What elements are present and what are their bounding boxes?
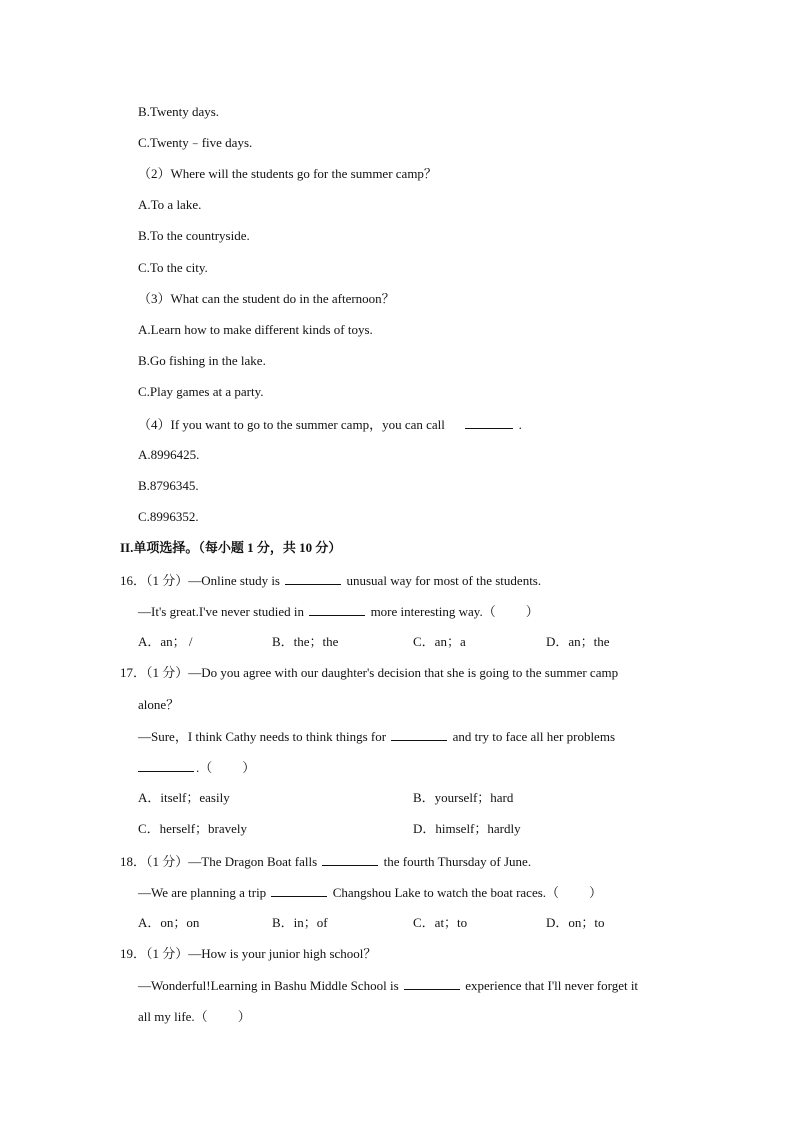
question-number: 16．（1 分） <box>120 573 189 588</box>
q16-paren-close: ） <box>525 604 539 619</box>
answer-blank <box>404 977 460 990</box>
section-heading: II.单项选择。（每小题 1 分，共 10 分） <box>120 540 342 555</box>
q18-text-c: —We are planning a trip <box>138 885 267 900</box>
q16-option-d: D．an；the <box>546 634 610 649</box>
q17-option-a: A．itself；easily <box>138 790 230 805</box>
answer-blank <box>138 759 194 772</box>
q19-line1 <box>120 946 376 962</box>
q19-paren-close: ） <box>237 1009 251 1024</box>
answer-blank <box>465 416 513 429</box>
q15-2-option-c: C.To the city. <box>138 260 208 275</box>
q15-4-option-b: B.8796345. <box>138 478 199 493</box>
question-number: 19．（1 分） <box>120 946 189 961</box>
q16-line1 <box>120 572 541 589</box>
q15-4-option-c: C.8996352. <box>138 509 199 524</box>
q15-1-option-c: C.Twenty﹣five days. <box>138 135 253 150</box>
q17-line2: alone？ <box>138 697 180 712</box>
q15-4-stem <box>138 416 522 433</box>
q16-line2 <box>138 603 539 620</box>
q16-text-c: —It's great.I've never studied in <box>138 604 305 619</box>
q16-option-b: B．the；the <box>272 634 339 649</box>
q19-text-a: —How is your junior high school？ <box>188 946 377 961</box>
q17-option-d: D．himself；hardly <box>413 821 521 836</box>
q15-4-stem-text: （4）If you want to go to the summer camp，you can call <box>138 417 445 432</box>
answer-blank <box>285 572 341 585</box>
q16-option-c: C．an；a <box>413 634 466 649</box>
q18-option-d: D．on；to <box>546 915 605 930</box>
question-number: 17．（1 分） <box>120 665 189 680</box>
q17-text-a: —Do you agree with our daughter's decision that she is going to the summer camp <box>188 665 619 680</box>
q17-text-c: and try to face all her problems <box>452 729 615 744</box>
answer-blank <box>391 728 447 741</box>
q17-line1 <box>120 665 618 681</box>
q18-option-b: B．in；of <box>272 915 328 930</box>
q18-option-c: C．at；to <box>413 915 468 930</box>
answer-blank <box>271 884 327 897</box>
q18-text-a: —The Dragon Boat falls <box>188 854 318 869</box>
q15-3-option-c: C.Play games at a party. <box>138 384 264 399</box>
q15-3-option-b: B.Go fishing in the lake. <box>138 353 266 368</box>
q17-text-b: —Sure，I think Cathy needs to think things for <box>138 729 387 744</box>
q15-3-stem: （3）What can the student do in the afternoon？ <box>138 291 395 306</box>
q16-text-d: more interesting way.（ <box>370 604 496 619</box>
q17-option-c: C．herself；bravely <box>138 821 248 836</box>
q19-text-d: all my life.（ <box>138 1009 208 1024</box>
q19-line3 <box>138 1009 251 1025</box>
q18-line2 <box>138 884 602 901</box>
q18-option-a: A．on；on <box>138 915 200 930</box>
q15-4-stem-end: . <box>518 417 522 432</box>
q17-paren-close: ） <box>242 760 256 775</box>
q16-option-a: A．an； / <box>138 634 193 649</box>
answer-blank <box>309 603 365 616</box>
q19-line2 <box>138 977 638 994</box>
q15-3-option-a: A.Learn how to make different kinds of toys. <box>138 322 373 337</box>
q16-text-a: —Online study is <box>188 573 280 588</box>
q18-line1 <box>120 853 531 870</box>
question-number: 18．（1 分） <box>120 854 189 869</box>
q15-4-option-a: A.8996425. <box>138 447 200 462</box>
q17-line3 <box>138 728 615 745</box>
q18-paren-close: ） <box>589 885 603 900</box>
q15-2-option-b: B.To the countryside. <box>138 228 250 243</box>
answer-blank <box>322 853 378 866</box>
q15-2-option-a: A.To a lake. <box>138 197 202 212</box>
q19-text-b: —Wonderful!Learning in Bashu Middle School is <box>138 978 399 993</box>
q19-text-c: experience that I'll never forget it <box>465 978 639 993</box>
q17-text-d: .（ <box>196 760 213 775</box>
q15-1-option-b: B.Twenty days. <box>138 104 220 119</box>
q16-text-b: unusual way for most of the students. <box>346 573 542 588</box>
q15-2-stem: （2）Where will the students go for the summer camp？ <box>138 166 437 181</box>
q17-option-b: B．yourself；hard <box>413 790 514 805</box>
q17-line4 <box>138 759 255 776</box>
q18-text-d: Changshou Lake to watch the boat races.（ <box>332 885 560 900</box>
q18-text-b: the fourth Thursday of June. <box>383 854 532 869</box>
